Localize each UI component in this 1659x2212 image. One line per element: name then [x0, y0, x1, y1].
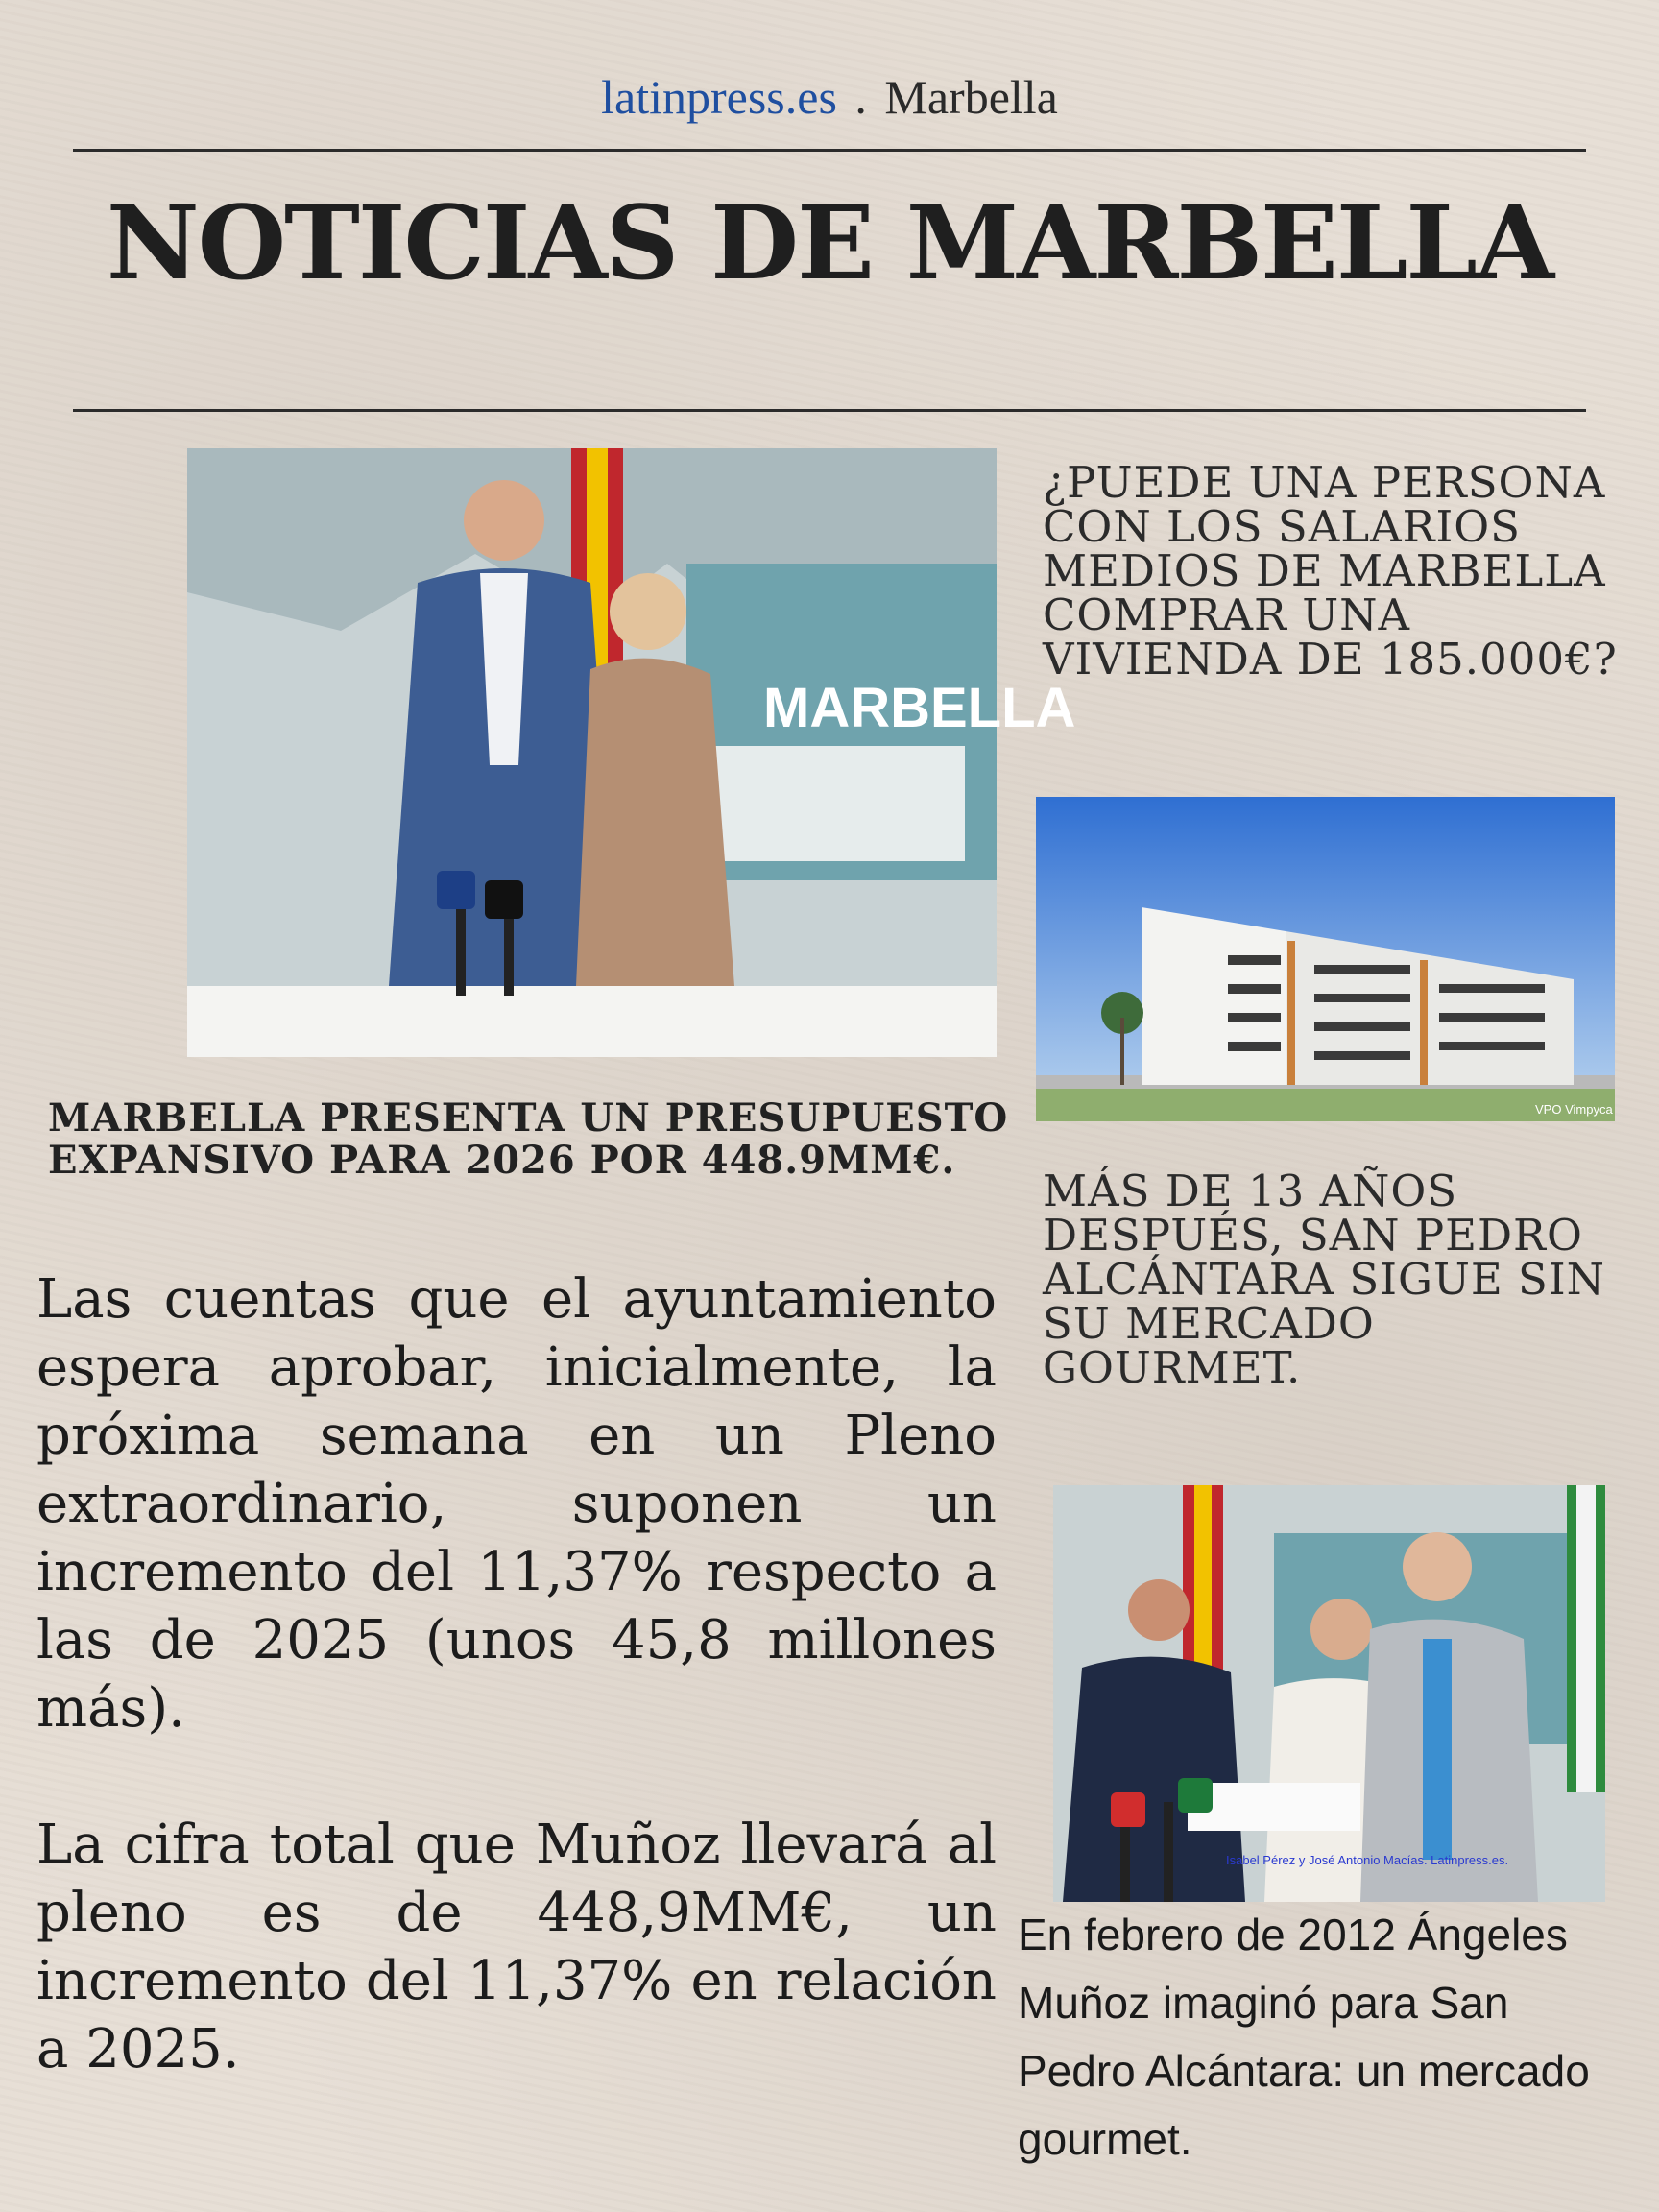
top-divider [73, 149, 1586, 152]
main-headline[interactable]: MARBELLA PRESENTA UN PRESUPUESTO EXPANSIVO PARA 2026 POR 448.9MM€. [48, 1095, 1009, 1183]
photo-caption-overlay: Isabel Pérez y José Antonio Macías. Latinpress.es. [1226, 1853, 1509, 1867]
press-conference-photo[interactable] [187, 448, 1076, 1057]
render-watermark: VPO Vimpyca [1535, 1102, 1613, 1117]
san-pedro-photo[interactable] [1053, 1485, 1605, 1902]
site-link[interactable]: latinpress.es [601, 70, 837, 124]
article-paragraph: La cifra total que Muñoz llevará al pleno es de 448,9MM€, un incremento del 11,37% en relación a 2025. [36, 1814, 997, 2080]
housing-render-photo[interactable] [1036, 797, 1615, 1121]
article-body [36, 1265, 997, 2152]
bottom-divider [73, 409, 1586, 412]
site-separator: . [854, 70, 867, 124]
site-city: Marbella [884, 70, 1058, 124]
san-pedro-caption: En febrero de 2012 Ángeles Muñoz imaginó para San Pedro Alcántara: un mercado gourmet. [1018, 1910, 1590, 2164]
article-paragraph: Las cuentas que el ayuntamiento espera aprobar, inicialmente, la próxima semana en un Pleno extraordinario, suponen un incremento del 11,37% respecto a las de 2025 (unos 45,8 millones más). [36, 1268, 997, 1740]
backdrop-text: MARBELLA [763, 677, 1076, 739]
side-headline-housing[interactable]: ¿PUEDE UNA PERSONA CON LOS SALARIOS MEDIOS DE MARBELLA COMPRAR UNA VIVIENDA DE 185.000€? [1043, 457, 1618, 685]
side-headline-san-pedro[interactable]: MÁS DE 13 AÑOS DESPUÉS, SAN PEDRO ALCÁNTARA SIGUE SIN SU MERCADO GOURMET. [1043, 1166, 1606, 1393]
page-title: NOTICIAS DE MARBELLA [106, 182, 1553, 302]
site-line [0, 69, 1659, 125]
